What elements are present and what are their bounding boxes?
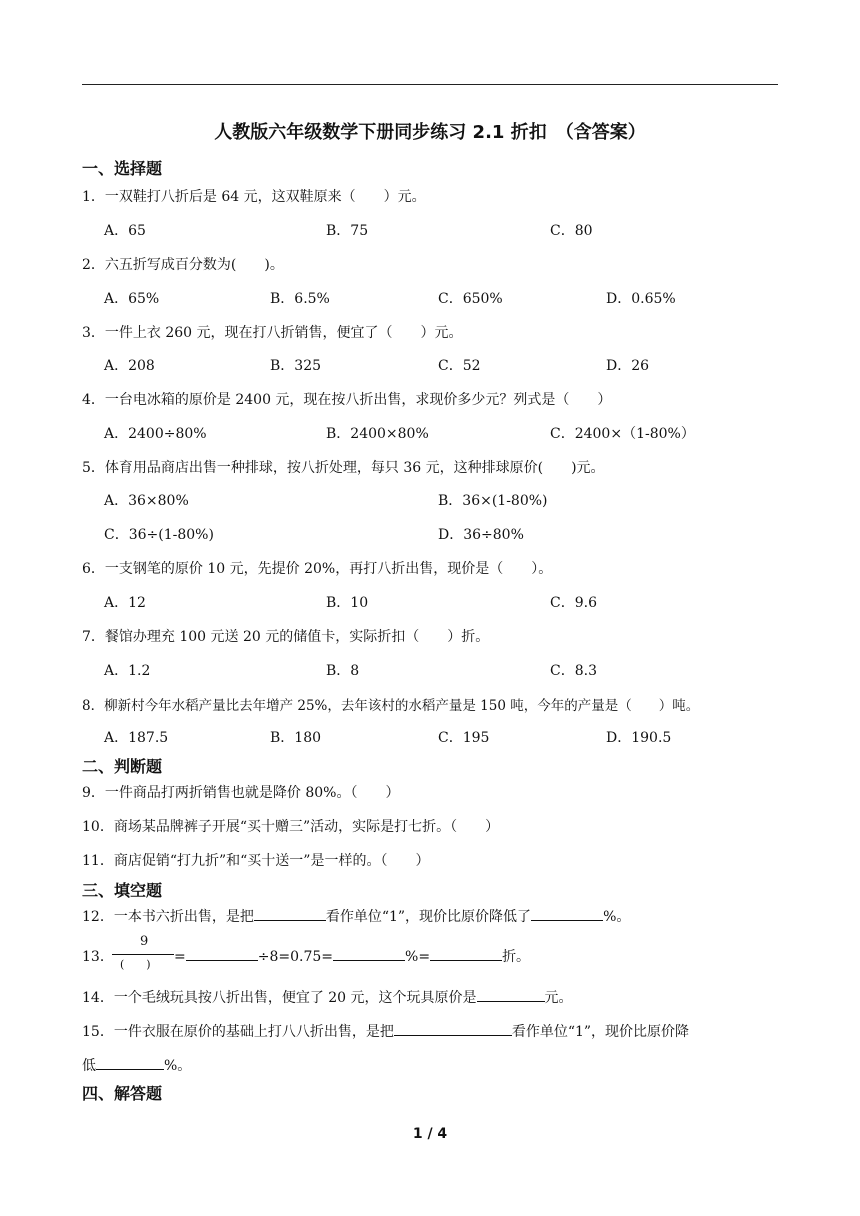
q1-option-b: B．75	[326, 223, 369, 239]
q6-option-b: B．10	[326, 595, 369, 611]
question-14	[82, 987, 573, 1007]
q13-fraction-bar	[112, 954, 174, 955]
q4-option-b: B．2400×80%	[326, 426, 429, 442]
q6-option-a: A．12	[104, 595, 146, 611]
section-fill-heading: 三、填空题	[82, 881, 163, 900]
question-8: 8．柳新村今年水稻产量比去年增产 25%，去年该村的水稻产量是 150 吨，今年的产量是（ ）吨。	[82, 698, 700, 714]
question-11: 11．商店促销“打九折”和“买十送一”是一样的。（ ）	[82, 853, 430, 869]
page-number: 1 / 4	[412, 1126, 448, 1142]
q3-option-c: C．52	[438, 358, 481, 374]
q8-option-d: D．190.5	[606, 730, 672, 746]
q13-fraction-denominator: ( )	[120, 958, 151, 971]
question-7: 7．餐馆办理充 100 元送 20 元的储值卡，实际折扣（ ）折。	[82, 629, 490, 645]
question-10: 10．商场某品牌裤子开展“买十赠三”活动，实际是打七折。（ ）	[82, 819, 500, 835]
question-5: 5．体育用品商店出售一种排球，按八折处理，每只 36 元，这种排球原价( )元。	[82, 460, 605, 476]
question-6: 6．一支钢笔的原价 10 元，先提价 20%，再打八折出售，现价是（ ）。	[82, 561, 553, 577]
q5-option-c: C．36÷(1-80%)	[104, 527, 214, 543]
q5-option-a: A．36×80%	[104, 493, 189, 509]
header-rule	[82, 84, 778, 85]
q13-number: 13．	[82, 949, 114, 965]
q15-text-d: %。	[164, 1058, 192, 1074]
q1-option-c: C．80	[550, 223, 593, 239]
q12-text-a: 12．一本书六折出售，是把	[82, 909, 254, 925]
q8-option-b: B．180	[270, 730, 322, 746]
question-4: 4．一台电冰箱的原价是 2400 元，现在按八折出售，求现价多少元？列式是（ ）	[82, 392, 612, 408]
q3-option-d: D．26	[606, 358, 650, 374]
q12-text-b: 看作单位“1”，现价比原价降低了	[325, 909, 532, 925]
q2-option-b: B．6.5%	[270, 291, 330, 307]
section-answer-heading: 四、解答题	[82, 1084, 163, 1103]
q4-option-c: C．2400×（1-80%）	[550, 426, 695, 442]
q13-text-a: =	[174, 949, 186, 965]
q2-option-d: D．0.65%	[606, 291, 676, 307]
section-judge-heading: 二、判断题	[82, 757, 163, 776]
q3-option-b: B．325	[270, 358, 322, 374]
q5-option-d: D．36÷80%	[438, 527, 524, 543]
q5-option-b: B．36×(1-80%)	[438, 493, 548, 509]
question-2: 2．六五折写成百分数为( )。	[82, 257, 284, 273]
q13-text-d: 折。	[502, 949, 531, 965]
q14-text-a: 14．一个毛绒玩具按八折出售，便宜了 20 元，这个玩具原价是	[82, 990, 477, 1006]
question-3: 3．一件上衣 260 元，现在打八折销售，便宜了（ ）元。	[82, 325, 463, 341]
q13-blank-2[interactable]	[333, 946, 405, 961]
page-title: 人教版六年级数学下册同步练习 2.1 折扣 （含答案）	[214, 122, 646, 143]
q12-blank-2[interactable]	[531, 906, 603, 921]
q13-rest	[174, 946, 530, 966]
q15-blank-2[interactable]	[96, 1055, 164, 1070]
question-13	[82, 932, 531, 972]
q13-text-b: ÷8=0.75=	[257, 949, 334, 965]
question-9: 9．一件商品打两折销售也就是降价 80%。（ ）	[82, 785, 400, 801]
q14-blank[interactable]	[477, 987, 545, 1002]
q15-text-b: 看作单位“1”，现价比原价降	[511, 1024, 690, 1040]
q13-blank-3[interactable]	[430, 946, 502, 961]
q14-text-b: 元。	[544, 990, 573, 1006]
q15-text-c: 低	[82, 1058, 96, 1074]
q4-option-a: A．2400÷80%	[104, 426, 207, 442]
question-15	[82, 1021, 689, 1041]
question-12	[82, 906, 630, 926]
q12-text-c: %。	[603, 909, 631, 925]
q7-option-a: A．1.2	[104, 663, 151, 679]
q15-blank-1[interactable]	[394, 1021, 512, 1036]
q13-fraction-numerator: 9	[140, 934, 149, 949]
q6-option-c: C．9.6	[550, 595, 597, 611]
q7-option-c: C．8.3	[550, 663, 597, 679]
q12-blank-1[interactable]	[254, 906, 326, 921]
q8-option-a: A．187.5	[104, 730, 169, 746]
q1-option-a: A．65	[104, 223, 146, 239]
question-1: 1．一双鞋打八折后是 64 元，这双鞋原来（ ）元。	[82, 189, 426, 205]
q7-option-b: B．8	[326, 663, 360, 679]
q3-option-a: A．208	[104, 358, 155, 374]
q8-option-c: C．195	[438, 730, 490, 746]
q13-text-c: %=	[405, 949, 431, 965]
q13-blank-1[interactable]	[186, 946, 258, 961]
question-15-line-2	[82, 1055, 191, 1075]
q2-option-c: C．650%	[438, 291, 503, 307]
q15-text-a: 15．一件衣服在原价的基础上打八八折出售，是把	[82, 1024, 394, 1040]
q2-option-a: A．65%	[104, 291, 160, 307]
section-choice-heading: 一、选择题	[82, 159, 163, 178]
